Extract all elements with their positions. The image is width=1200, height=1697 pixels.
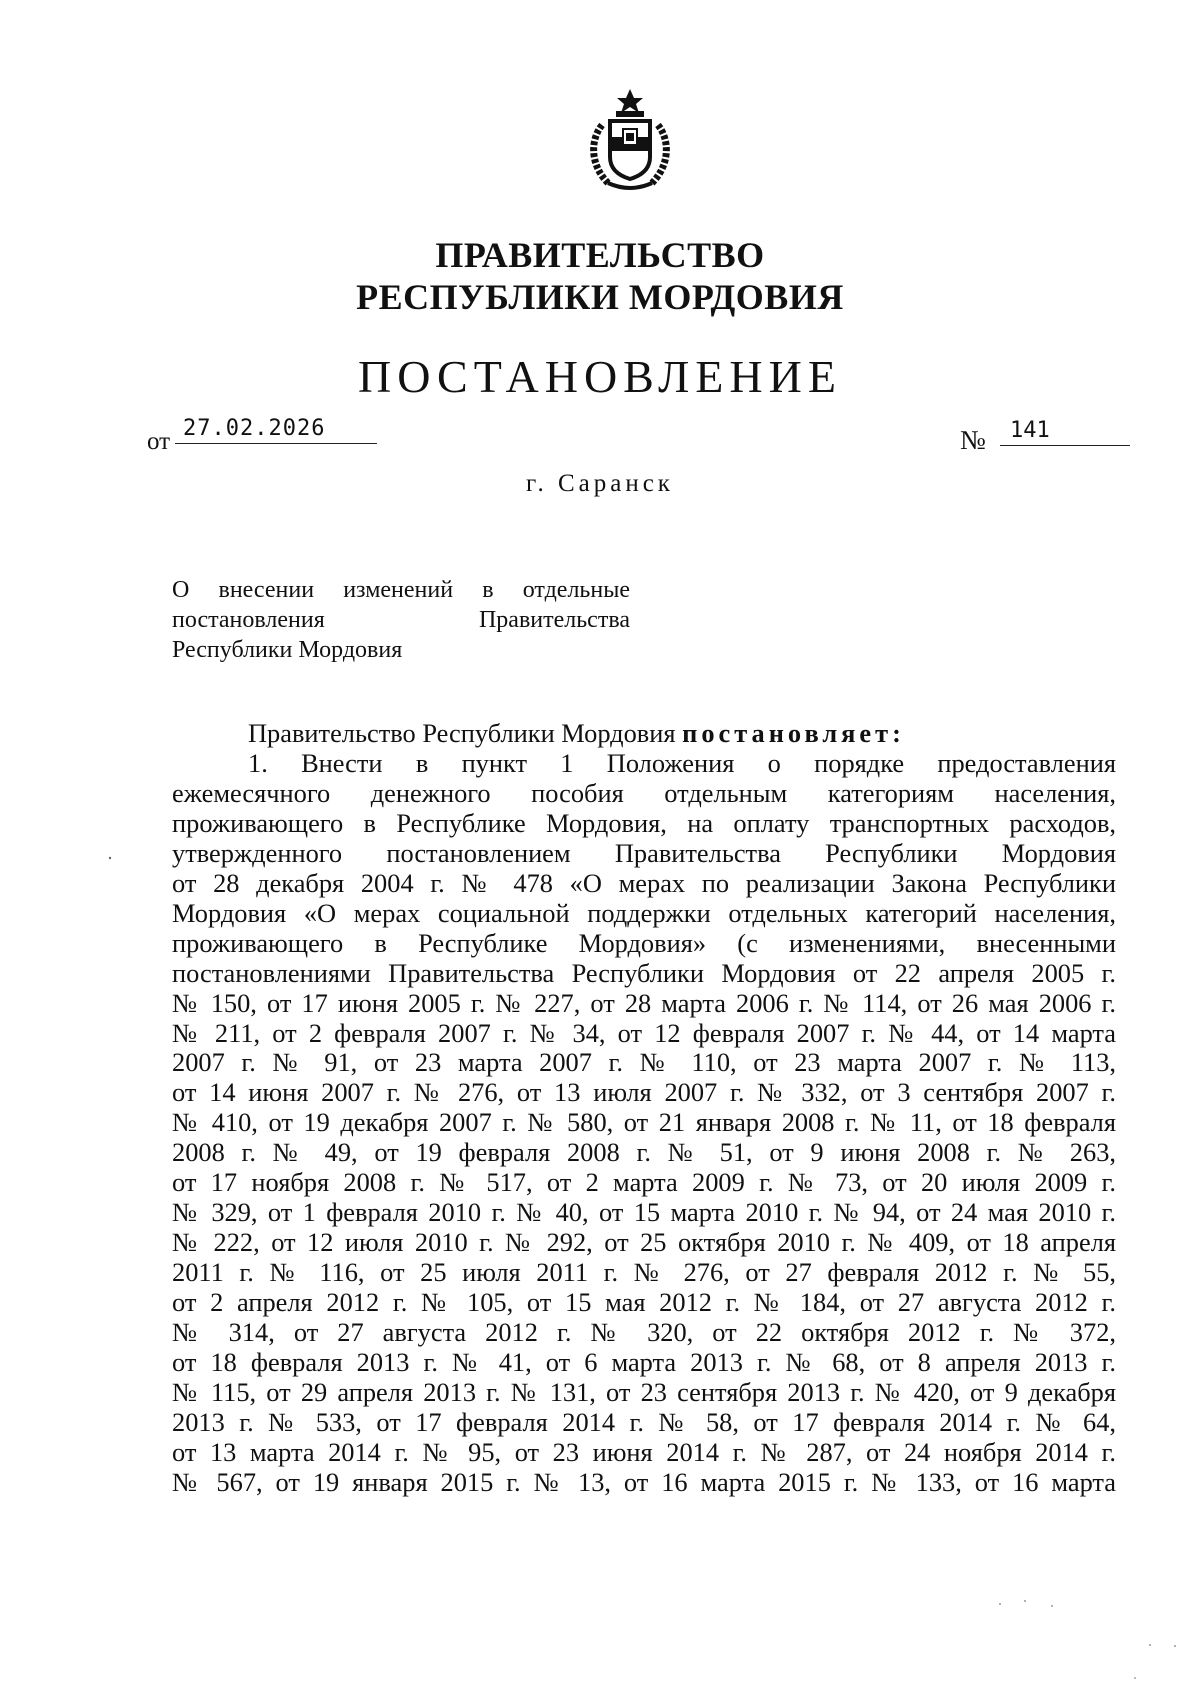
intro-line <box>172 719 1116 749</box>
body-line: 1. Внести в пункт 1 Положения о порядке предоставления <box>248 747 1116 778</box>
document-subject <box>172 575 630 665</box>
body-line: от 2 апреля 2012 г. № 105, от 15 мая 2012 г. № 184, от 27 августа 2012 г. <box>172 1287 1116 1318</box>
body-line: проживающего в Республике Мордовия» (с изменениями, внесенными <box>172 927 1116 958</box>
body-line: утвержденного постановлением Правительства Республики Мордовия <box>172 837 1116 868</box>
body-line: проживающего в Республике Мордовия, на оплату транспортных расходов, <box>172 807 1116 838</box>
intro-emphasis: постановляет: <box>682 718 905 748</box>
body-line: 2008 г. № 49, от 19 февраля 2008 г. № 51, от 9 июня 2008 г. № 263, <box>172 1137 1116 1168</box>
date-value: 27.02.2026 <box>175 416 377 444</box>
subject-line: Республики Мордовия <box>172 637 403 663</box>
body-line: 2007 г. № 91, от 23 марта 2007 г. № 110, от 23 марта 2007 г. № 113, <box>172 1047 1116 1078</box>
body-line: № 410, от 19 декабря 2007 г. № 580, от 21 января 2008 г. № 11, от 18 февраля <box>172 1107 1116 1138</box>
body-line: № 222, от 12 июля 2010 г. № 292, от 25 октября 2010 г. № 409, от 18 апреля <box>172 1227 1116 1258</box>
date-label: от <box>147 428 171 455</box>
body-line: от 28 декабря 2004 г. № 478 «О мерах по реализации Закона Республики <box>172 867 1116 898</box>
body-line: постановлениями Правительства Республики Мордовия от 22 апреля 2005 г. <box>172 957 1116 988</box>
org-name-line1: ПРАВИТЕЛЬСТВО <box>435 235 765 275</box>
item-1 <box>172 749 1116 1498</box>
org-name-line2: РЕСПУБЛИКИ МОРДОВИЯ <box>356 277 844 317</box>
intro-text: Правительство Республики Мордовия <box>248 718 683 748</box>
body-line: 2013 г. № 533, от 17 февраля 2014 г. № 58, от 17 февраля 2014 г. № 64, <box>172 1406 1116 1437</box>
number-value: 141 <box>1000 418 1130 446</box>
subject-line: О внесении изменений в отдельные <box>172 577 630 603</box>
subject-line: постановления Правительства <box>172 607 630 633</box>
body-line: 2011 г. № 116, от 25 июля 2011 г. № 276, от 27 февраля 2012 г. № 55, <box>172 1257 1116 1288</box>
body-line: от 13 марта 2014 г. № 95, от 23 июня 2014 г. № 287, от 24 ноября 2014 г. <box>172 1436 1116 1467</box>
coat-of-arms-icon <box>580 85 680 195</box>
body-line: от 17 ноября 2008 г. № 517, от 2 марта 2009 г. № 73, от 20 июля 2009 г. <box>172 1167 1116 1198</box>
document-type: ПОСТАНОВЛЕНИЕ <box>358 351 842 402</box>
body-line: № 115, от 29 апреля 2013 г. № 131, от 23 сентября 2013 г. № 420, от 9 декабря <box>172 1376 1116 1407</box>
body-line: № 211, от 2 февраля 2007 г. № 34, от 12 февраля 2007 г. № 44, от 14 марта <box>172 1017 1116 1048</box>
body-line: № 150, от 17 июня 2005 г. № 227, от 28 марта 2006 г. № 114, от 26 мая 2006 г. <box>172 987 1116 1018</box>
body-line: № 567, от 19 января 2015 г. № 13, от 16 марта 2015 г. № 133, от 16 марта <box>172 1466 1116 1497</box>
city: г. Саранск <box>526 470 674 497</box>
body-line: от 18 февраля 2013 г. № 41, от 6 марта 2013 г. № 68, от 8 апреля 2013 г. <box>172 1347 1116 1378</box>
number-label: № <box>960 425 986 455</box>
body-line: от 14 июня 2007 г. № 276, от 13 июля 2007 г. № 332, от 3 сентября 2007 г. <box>172 1077 1116 1108</box>
body-line: № 314, от 27 августа 2012 г. № 320, от 22 октября 2012 г. № 372, <box>172 1317 1116 1348</box>
body-line: № 329, от 1 февраля 2010 г. № 40, от 15 марта 2010 г. № 94, от 24 мая 2010 г. <box>172 1197 1116 1228</box>
body-line: Мордовия «О мерах социальной поддержки отдельных категорий населения, <box>172 897 1116 928</box>
body-line: ежемесячного денежного пособия отдельным категориям населения, <box>172 777 1116 808</box>
document-body <box>172 719 1116 1498</box>
